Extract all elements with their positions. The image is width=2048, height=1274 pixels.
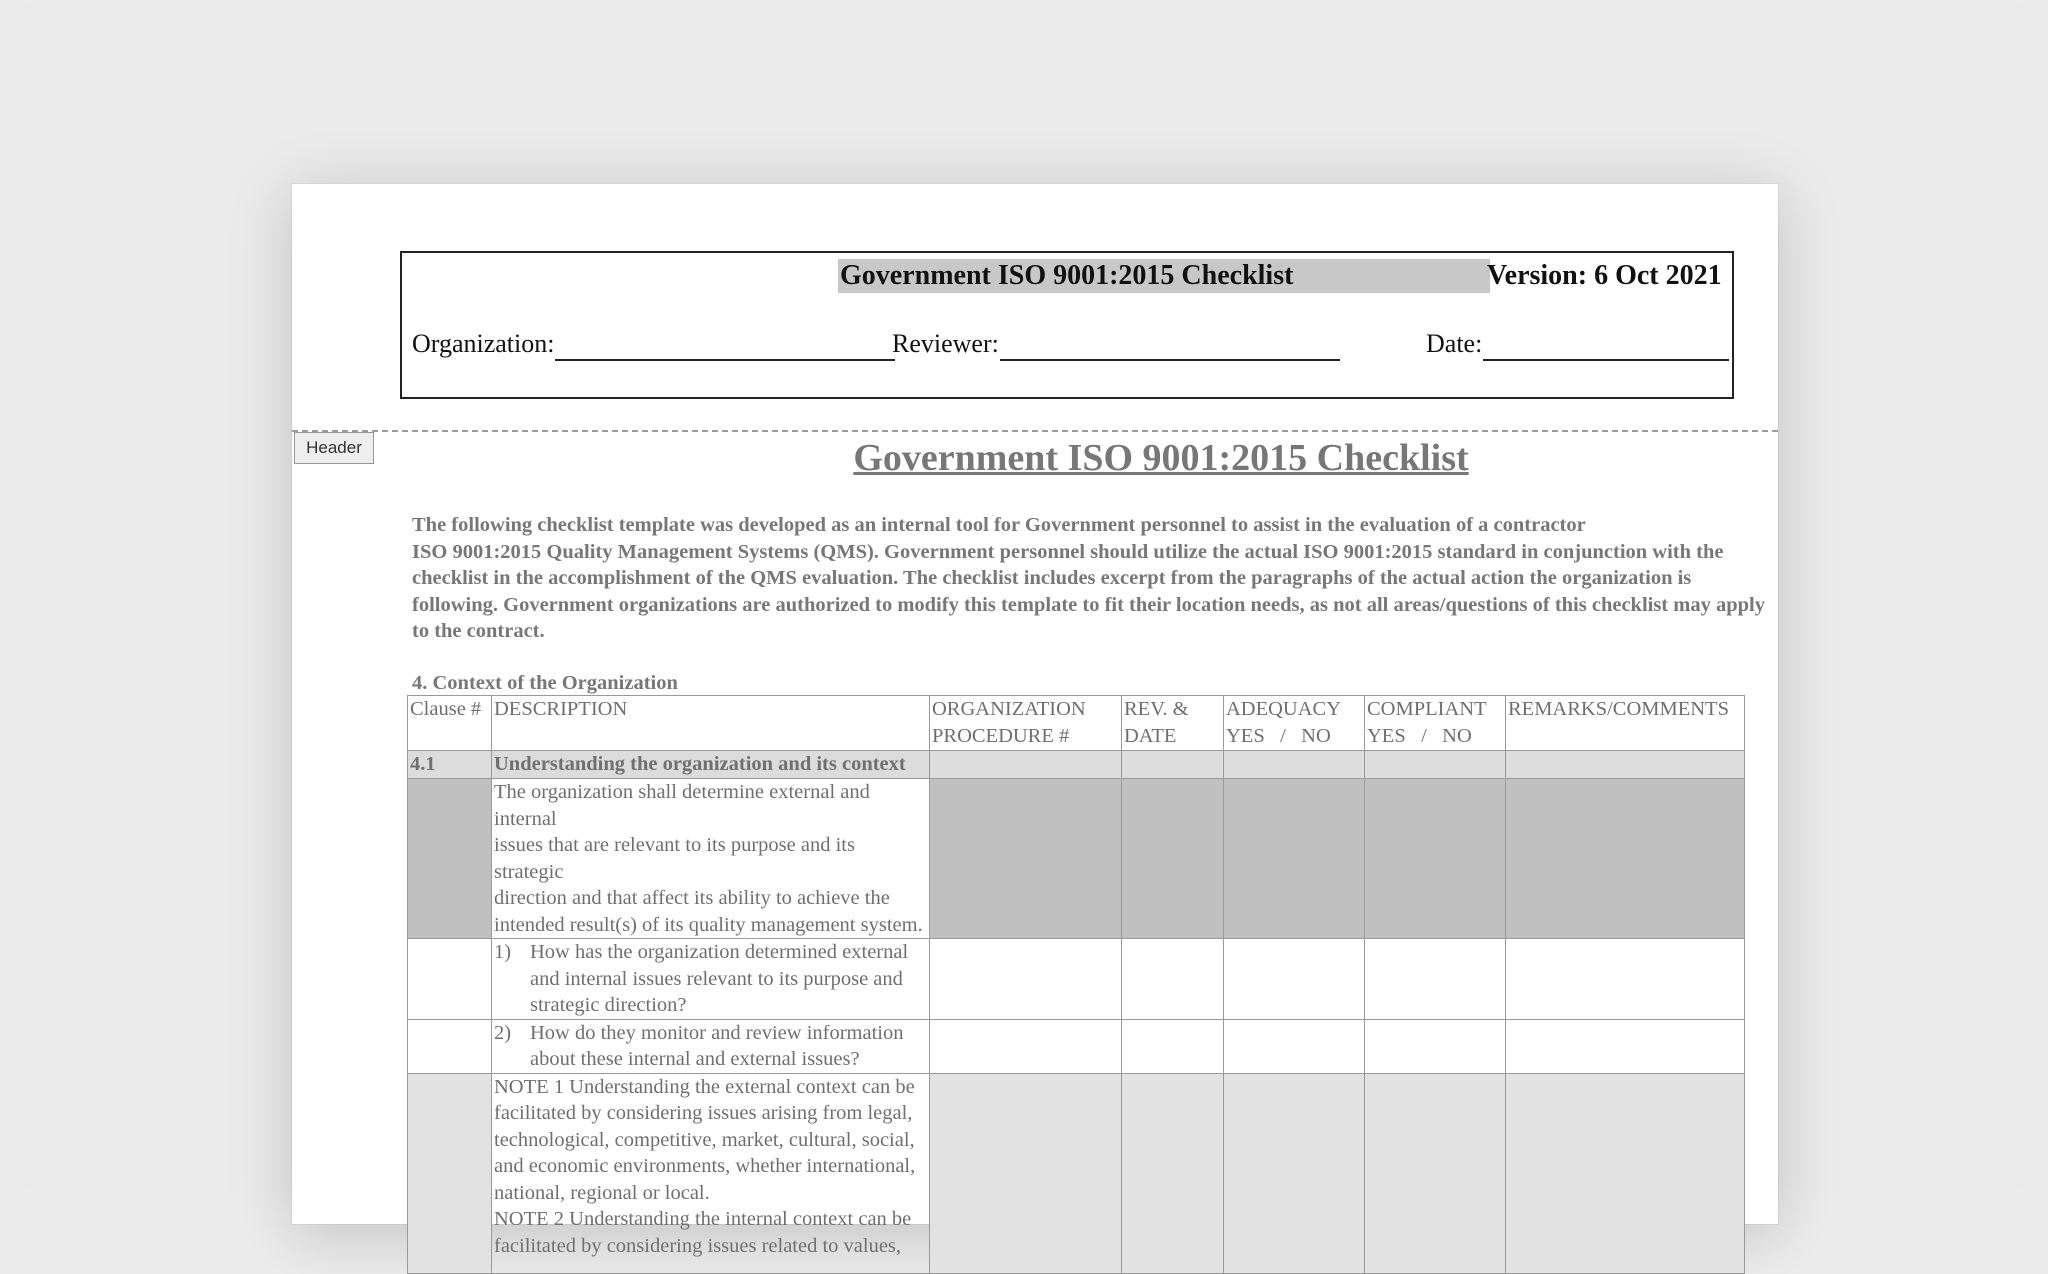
header-adequacy-line: YES / NO bbox=[1226, 724, 1331, 747]
question-line: and internal issues relevant to its purpose and bbox=[530, 967, 903, 990]
table-row bbox=[408, 1019, 1745, 1073]
header-description: DESCRIPTION bbox=[492, 696, 930, 751]
header-compliant-line: COMPLIANT bbox=[1367, 698, 1487, 720]
compliant-cell[interactable] bbox=[1365, 939, 1506, 1020]
header-remarks: REMARKS/COMMENTS bbox=[1506, 696, 1745, 751]
table-row bbox=[408, 1073, 1745, 1273]
header-procedure-line: PROCEDURE # bbox=[932, 724, 1070, 747]
intro-line: following. Government organizations are authorized to modify this template to fit their location needs, as not all areas/questions of this checklist may apply bbox=[412, 593, 1765, 616]
adequacy-cell[interactable] bbox=[1224, 1019, 1365, 1073]
note-line: national, regional or local. bbox=[494, 1181, 710, 1204]
date-blank bbox=[1483, 331, 1729, 361]
procedure-cell bbox=[930, 779, 1122, 939]
procedure-cell[interactable] bbox=[930, 751, 1122, 779]
rev-date-cell[interactable] bbox=[1122, 751, 1224, 779]
rev-date-cell[interactable] bbox=[1122, 939, 1224, 1020]
note-line: facilitated by considering issues arising from legal, bbox=[494, 1102, 913, 1124]
clause-title: Understanding the organization and its context bbox=[492, 751, 930, 779]
header-compliant bbox=[1365, 696, 1506, 751]
rev-date-cell bbox=[1122, 779, 1224, 939]
organization-blank bbox=[555, 331, 895, 361]
table-row bbox=[408, 939, 1745, 1020]
question-line: How has the organization determined external bbox=[530, 941, 909, 963]
question-cell bbox=[492, 939, 930, 1020]
note-line: and economic environments, whether international, bbox=[494, 1155, 916, 1177]
procedure-cell bbox=[930, 1073, 1122, 1273]
clause-cell bbox=[408, 779, 492, 939]
remarks-cell[interactable] bbox=[1506, 1019, 1745, 1073]
adequacy-cell[interactable] bbox=[1224, 751, 1365, 779]
intro-line: The following checklist template was developed as an internal tool for Government personnel to assist in the evaluation of a contractor bbox=[412, 514, 1586, 536]
document-title: Government ISO 9001:2015 Checklist bbox=[853, 437, 1469, 479]
compliant-cell[interactable] bbox=[1365, 1019, 1506, 1073]
clause-cell bbox=[408, 939, 492, 1020]
document-title-wrap bbox=[292, 436, 1778, 480]
reviewer-field bbox=[892, 327, 1340, 361]
table-row bbox=[408, 779, 1745, 939]
header-adequacy-line: ADEQUACY bbox=[1226, 698, 1342, 720]
note-line: NOTE 1 Understanding the external context can be bbox=[494, 1075, 915, 1098]
header-version: Version: 6 Oct 2021 bbox=[1487, 260, 1722, 291]
compliant-cell[interactable] bbox=[1365, 751, 1506, 779]
header-procedure bbox=[930, 696, 1122, 751]
rev-date-cell bbox=[1122, 1073, 1224, 1273]
note-line: facilitated by considering issues related to values, bbox=[494, 1234, 902, 1257]
section-heading: 4. Context of the Organization bbox=[412, 672, 678, 694]
remarks-cell[interactable] bbox=[1506, 751, 1745, 779]
organization-label: Organization: bbox=[412, 329, 555, 358]
intro-line: to the contract. bbox=[412, 620, 545, 642]
header-rev-line: REV. & bbox=[1124, 698, 1189, 720]
adequacy-cell bbox=[1224, 1073, 1365, 1273]
question-number: 2) bbox=[494, 1021, 512, 1044]
requirement-line: direction and that affect its ability to achieve the bbox=[494, 887, 890, 909]
question-cell bbox=[492, 1019, 930, 1073]
requirement-line: issues that are relevant to its purpose and its strategic bbox=[494, 834, 855, 883]
intro-paragraph bbox=[412, 512, 1765, 645]
adequacy-cell[interactable] bbox=[1224, 939, 1365, 1020]
intro-line: checklist in the accomplishment of the QMS evaluation. The checklist includes excerpt from the paragraphs of the actual action the organization is bbox=[412, 567, 1692, 589]
clause-cell bbox=[408, 1019, 492, 1073]
header-box bbox=[400, 251, 1734, 399]
note-line: NOTE 2 Understanding the internal context can be bbox=[494, 1208, 912, 1230]
header-procedure-line: ORGANIZATION bbox=[932, 698, 1086, 720]
document-page bbox=[292, 184, 1778, 1257]
header-rev-date bbox=[1122, 696, 1224, 751]
remarks-cell[interactable] bbox=[1506, 939, 1745, 1020]
note-cell bbox=[492, 1073, 930, 1273]
question-line: strategic direction? bbox=[530, 994, 687, 1016]
header-rev-line: DATE bbox=[1124, 724, 1177, 747]
checklist-table bbox=[407, 695, 1745, 1274]
reviewer-label: Reviewer: bbox=[892, 329, 999, 358]
header-tag[interactable]: Header bbox=[294, 432, 374, 464]
remarks-cell bbox=[1506, 779, 1745, 939]
requirement-line: intended result(s) of its quality management system. bbox=[494, 913, 923, 936]
question-number: 1) bbox=[494, 941, 512, 963]
compliant-cell bbox=[1365, 1073, 1506, 1273]
organization-field bbox=[412, 327, 895, 361]
header-adequacy bbox=[1224, 696, 1365, 751]
question-line: How do they monitor and review information bbox=[530, 1021, 904, 1044]
header-separator bbox=[292, 430, 1778, 432]
question-line: about these internal and external issues? bbox=[530, 1048, 860, 1070]
header-title: Government ISO 9001:2015 Checklist bbox=[838, 259, 1490, 293]
table-row bbox=[408, 751, 1745, 779]
note-line: technological, competitive, market, cultural, social, bbox=[494, 1128, 915, 1151]
clause-cell bbox=[408, 1073, 492, 1273]
procedure-cell[interactable] bbox=[930, 1019, 1122, 1073]
table-header-row bbox=[408, 696, 1745, 751]
header-compliant-line: YES / NO bbox=[1367, 724, 1472, 747]
reviewer-blank bbox=[1000, 331, 1340, 361]
procedure-cell[interactable] bbox=[930, 939, 1122, 1020]
rev-date-cell[interactable] bbox=[1122, 1019, 1224, 1073]
requirement-line: The organization shall determine external and internal bbox=[494, 781, 870, 830]
adequacy-cell bbox=[1224, 779, 1365, 939]
date-field bbox=[1426, 327, 1729, 361]
requirement-text bbox=[492, 779, 930, 939]
header-clause: Clause # bbox=[408, 696, 492, 751]
compliant-cell bbox=[1365, 779, 1506, 939]
intro-line: ISO 9001:2015 Quality Management Systems (QMS). Government personnel should utilize the actual ISO 9001:2015 standard in conjunction with the bbox=[412, 540, 1724, 563]
remarks-cell bbox=[1506, 1073, 1745, 1273]
clause-number: 4.1 bbox=[408, 751, 492, 779]
date-label: Date: bbox=[1426, 329, 1483, 358]
